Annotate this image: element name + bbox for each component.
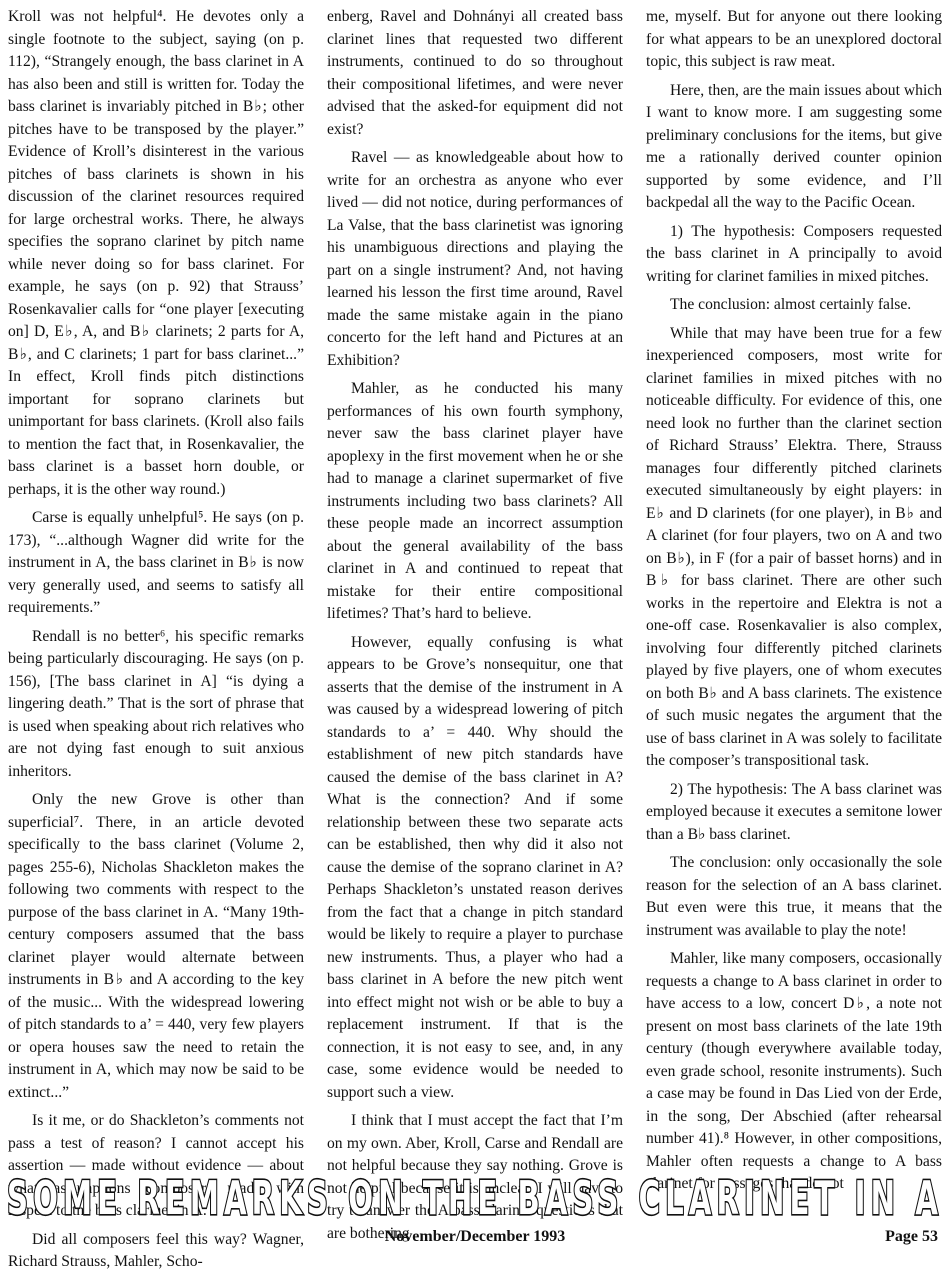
paragraph: 2) The hypothesis: The A bass clarinet was employed because it executes a semitone lower than a B♭ bass clarinet. <box>646 780 942 843</box>
article-title-banner <box>0 1170 950 1226</box>
paragraph: Ravel — as knowledgeable about how to write for an orchestra as anyone who ever lived — did not notice, during performances of La Valse, that the bass clarinetist was ignoring his unambiguous directions and playing the part on a single instrument? And, not having learned his lesson the first time around, Ravel made the same mistake again in the piano concerto for the left hand and Pictures at an Exhibition? <box>327 149 623 369</box>
article-title: SOME REMARKS ON THE BASS CLARINET IN A <box>7 1171 943 1225</box>
paragraph: Carse is equally unhelpful⁵. He says (on p. 173), “...although Wagner did write for the instrument in A, the bass clarinet in B♭ is now very generally used, and seems to satisfy all requirements.” <box>8 509 304 616</box>
paragraph: Did all composers feel this way? Wagner, Richard Strauss, Mahler, Scho- <box>8 1230 304 1270</box>
paragraph: However, equally confusing is what appears to be Grove’s nonsequitur, one that asserts that the demise of the instrument in A was caused by a widespread lowering of pitch standards to a’ = 440. Why should the establishment of new pitch standards have caused the demise of the bass clarinet in A? What is the connection? And if some relationship between these two separate acts can be established, then why did it also not cause the demise of the soprano clarinet in A? Perhaps Shackleton’s unstated reason derives from the fact that a change in pitch standard would be likely to require a player to purchase new instruments. Thus, a player who had a bass clarinet in A before the new pitch went into effect might not wish or be able to buy a replacement instrument. If that is the connection, it is not easy to see, and, in any case, some evidence would be needed to support such a view. <box>327 633 623 1101</box>
page-number: Page 53 <box>885 1228 938 1245</box>
paragraph: While that may have been true for a few inexperienced composers, most write for clarinet families in mixed pitches with no noticeable difficulty. For evidence of this, one need look no further than the clarinet section of Richard Strauss’ Elektra. There, Strauss manages four differently pitched clarinets executed simultaneously by eight players: in E♭ and D clarinets (for one player), in B♭ and A clarinet (for four players, two on A and two on B♭), in F (for a pair of basset horns) and in B♭ for bass clarinet. There are other such works in the repertoire and Elektra is not a one-off case. Rosenkavalier is also complex, involving four differently pitched clarinets played by five players, one of whom executes on both B♭ and A bass clarinets. The existence of such music negates the argument that the use of bass clarinet in A was solely to facilitate the composer’s transpositional task. <box>646 324 942 769</box>
column-3 <box>646 6 942 1192</box>
paragraph: enberg, Ravel and Dohnányi all created bass clarinet lines that requested two different instruments, continued to do so throughout their compositional lifetimes, and were never advised that the asked-for equipment did not exist? <box>327 8 623 138</box>
paragraph: The conclusion: only occasionally the sole reason for the selection of an A bass clarinet. But even were this true, it means that the instrument was available to play the note! <box>646 854 942 939</box>
paragraph: 1) The hypothesis: Composers requested the bass clarinet in A principally to avoid writing for clarinet families in mixed pitches. <box>646 222 942 285</box>
issue-date: November/December 1993 <box>384 1228 566 1245</box>
banner-svg <box>0 1170 950 1226</box>
paragraph: Here, then, are the main issues about which I want to know more. I am suggesting some preliminary conclusions for the items, but give me a rationally derived counter opinion supported by some evidence, and I’ll backpedal all the way to the Pacific Ocean. <box>646 81 942 211</box>
paragraph: me, myself. But for anyone out there looking for what appears to be an unexplored doctoral topic, this subject is raw meat. <box>646 8 942 70</box>
page-footer <box>0 1228 950 1252</box>
paragraph: Only the new Grove is other than superficial⁷. There, in an article devoted specifically to the bass clarinet (Volume 2, pages 255-6), Nicholas Shackleton makes the following two comments with respect to the purpose of the bass clarinet in A. “Many 19th-century composers assumed that the bass clarinet player would alternate between instruments in B♭ and A according to the key of the music... With the widespread lowering of pitch standards to a’ = 440, very few players or opera houses saw the need to retain the instrument in A, which may now be said to be extinct...” <box>8 791 304 1101</box>
paragraph: Rendall is no better⁶, his specific remarks being particularly discouraging. He says (on p. 156), [The bass clarinet in A] “is dying a lingering death.” That is the sort of phrase that is used when speaking about rich relatives who are not dying fast enough to suit anxious inheritors. <box>8 627 304 780</box>
paragraph: Mahler, as he conducted his many performances of his own fourth symphony, never saw the bass clarinet player have apoplexy in the first movement when he or she had to manage a clarinet supermarket of five instruments including two bass clarinets? All these people made an incorrect assumption about the general availability of the bass clarinet in A and continued to repeat that mistake for their entire compositional lifetimes? That’s hard to believe. <box>327 380 623 622</box>
column-1 <box>8 6 304 1270</box>
paragraph: I think that I must accept the fact that I’m on my own. Aber, Kroll, Carse and Rendall are not helpful because they say nothing. Grove is not helpful because it is unclear. I will have to try to answer the A bass clarinet questions that are bothering <box>327 1112 623 1242</box>
paragraph: Kroll was not helpful⁴. He devotes only a single footnote to the subject, saying (on p. 112), “Strangely enough, the bass clarinet in A has also been and still is written for. Today the bass clarinet is invariably pitched in B♭; other pitches have to be transposed by the player.” Evidence of Kroll’s disinterest in the various pitches of bass clarinets is shown in his discussion of the clarinet resources required for large orchestral works. There, he always specifies the soprano clarinet by pitch name while never doing so for bass clarinet. For example, he says (on p. 92) that Strauss’ Rosenkavalier calls for “one player [executing on] D, E♭, A, and B♭ clarinets; 2 parts for A, B♭, and C clarinets; 1 part for bass clarinet...” In effect, Kroll finds pitch distinctions important for soprano clarinets but unimportant for bass clarinets. (Kroll also fails to mention the fact that, in Rosenkavalier, the bass clarinet is a basset horn double, or perhaps, it is the other way round.) <box>8 8 304 498</box>
paragraph: Is it me, or do Shackleton’s comments not pass a test of reason? I cannot accept his assertion — made without evidence — about what assumptions composers made with respect to the bass clarinet in A. <box>8 1112 304 1219</box>
paragraph: The conclusion: almost certainly false. <box>670 296 912 313</box>
paragraph: Mahler, like many composers, occasionally requests a change to A bass clarinet in order to have access to a low, concert D♭, a note not present on most bass clarinets of the late 19th century (though everywhere available today, even grade school, resonite instruments). Such a case may be found in Das Lied von der Erde, in the song, Der Abschied (after rehearsal number 41).⁸ However, in other compositions, Mahler often requests a change to A bass clarinet for passages that do not <box>646 950 942 1192</box>
